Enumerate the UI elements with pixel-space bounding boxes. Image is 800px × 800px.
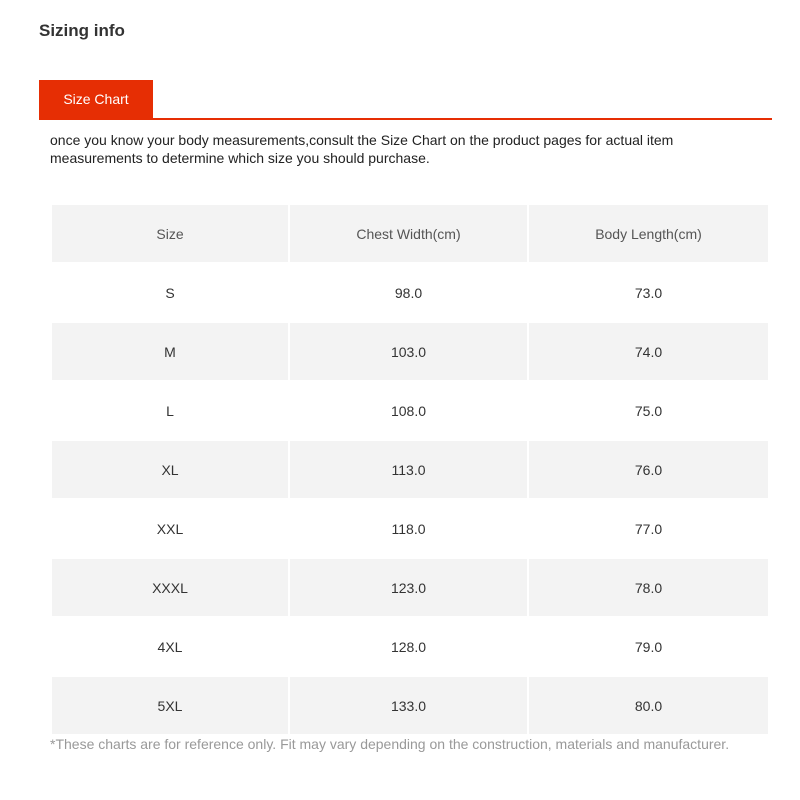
cell-chest-width: 128.0 [290, 618, 527, 675]
cell-size: XL [52, 441, 288, 498]
table-row [52, 559, 768, 616]
table-header-row [52, 205, 768, 262]
cell-chest-width: 108.0 [290, 382, 527, 439]
tab-bar [39, 80, 772, 120]
cell-chest-width: 98.0 [290, 264, 527, 321]
cell-size: M [52, 323, 288, 380]
table-row [52, 500, 768, 557]
cell-body-length: 77.0 [529, 500, 768, 557]
cell-size: XXXL [52, 559, 288, 616]
table-row [52, 618, 768, 675]
cell-size: S [52, 264, 288, 321]
cell-body-length: 75.0 [529, 382, 768, 439]
header-body-length: Body Length(cm) [529, 205, 768, 262]
intro-text: once you know your body measurements,consult the Size Chart on the product pages for actual item measurements to determine which size you should purchase. [50, 132, 674, 166]
table-row [52, 382, 768, 439]
disclaimer-note: *These charts are for reference only. Fit may vary depending on the construction, materials and manufacturer. [50, 736, 730, 752]
cell-size: 4XL [52, 618, 288, 675]
header-size: Size [52, 205, 288, 262]
cell-chest-width: 103.0 [290, 323, 527, 380]
cell-body-length: 73.0 [529, 264, 768, 321]
table-row [52, 264, 768, 321]
cell-body-length: 80.0 [529, 677, 768, 734]
table-row [52, 441, 768, 498]
cell-chest-width: 113.0 [290, 441, 527, 498]
cell-body-length: 78.0 [529, 559, 768, 616]
cell-body-length: 79.0 [529, 618, 768, 675]
table-row [52, 677, 768, 734]
cell-chest-width: 118.0 [290, 500, 527, 557]
cell-chest-width: 133.0 [290, 677, 527, 734]
cell-chest-width: 123.0 [290, 559, 527, 616]
header-chest-width: Chest Width(cm) [290, 205, 527, 262]
cell-size: 5XL [52, 677, 288, 734]
cell-body-length: 74.0 [529, 323, 768, 380]
cell-body-length: 76.0 [529, 441, 768, 498]
section-title: Sizing info [39, 21, 125, 40]
tab-size-chart[interactable]: Size Chart [39, 80, 153, 118]
cell-size: L [52, 382, 288, 439]
size-chart-table [50, 203, 770, 736]
cell-size: XXL [52, 500, 288, 557]
table-row [52, 323, 768, 380]
